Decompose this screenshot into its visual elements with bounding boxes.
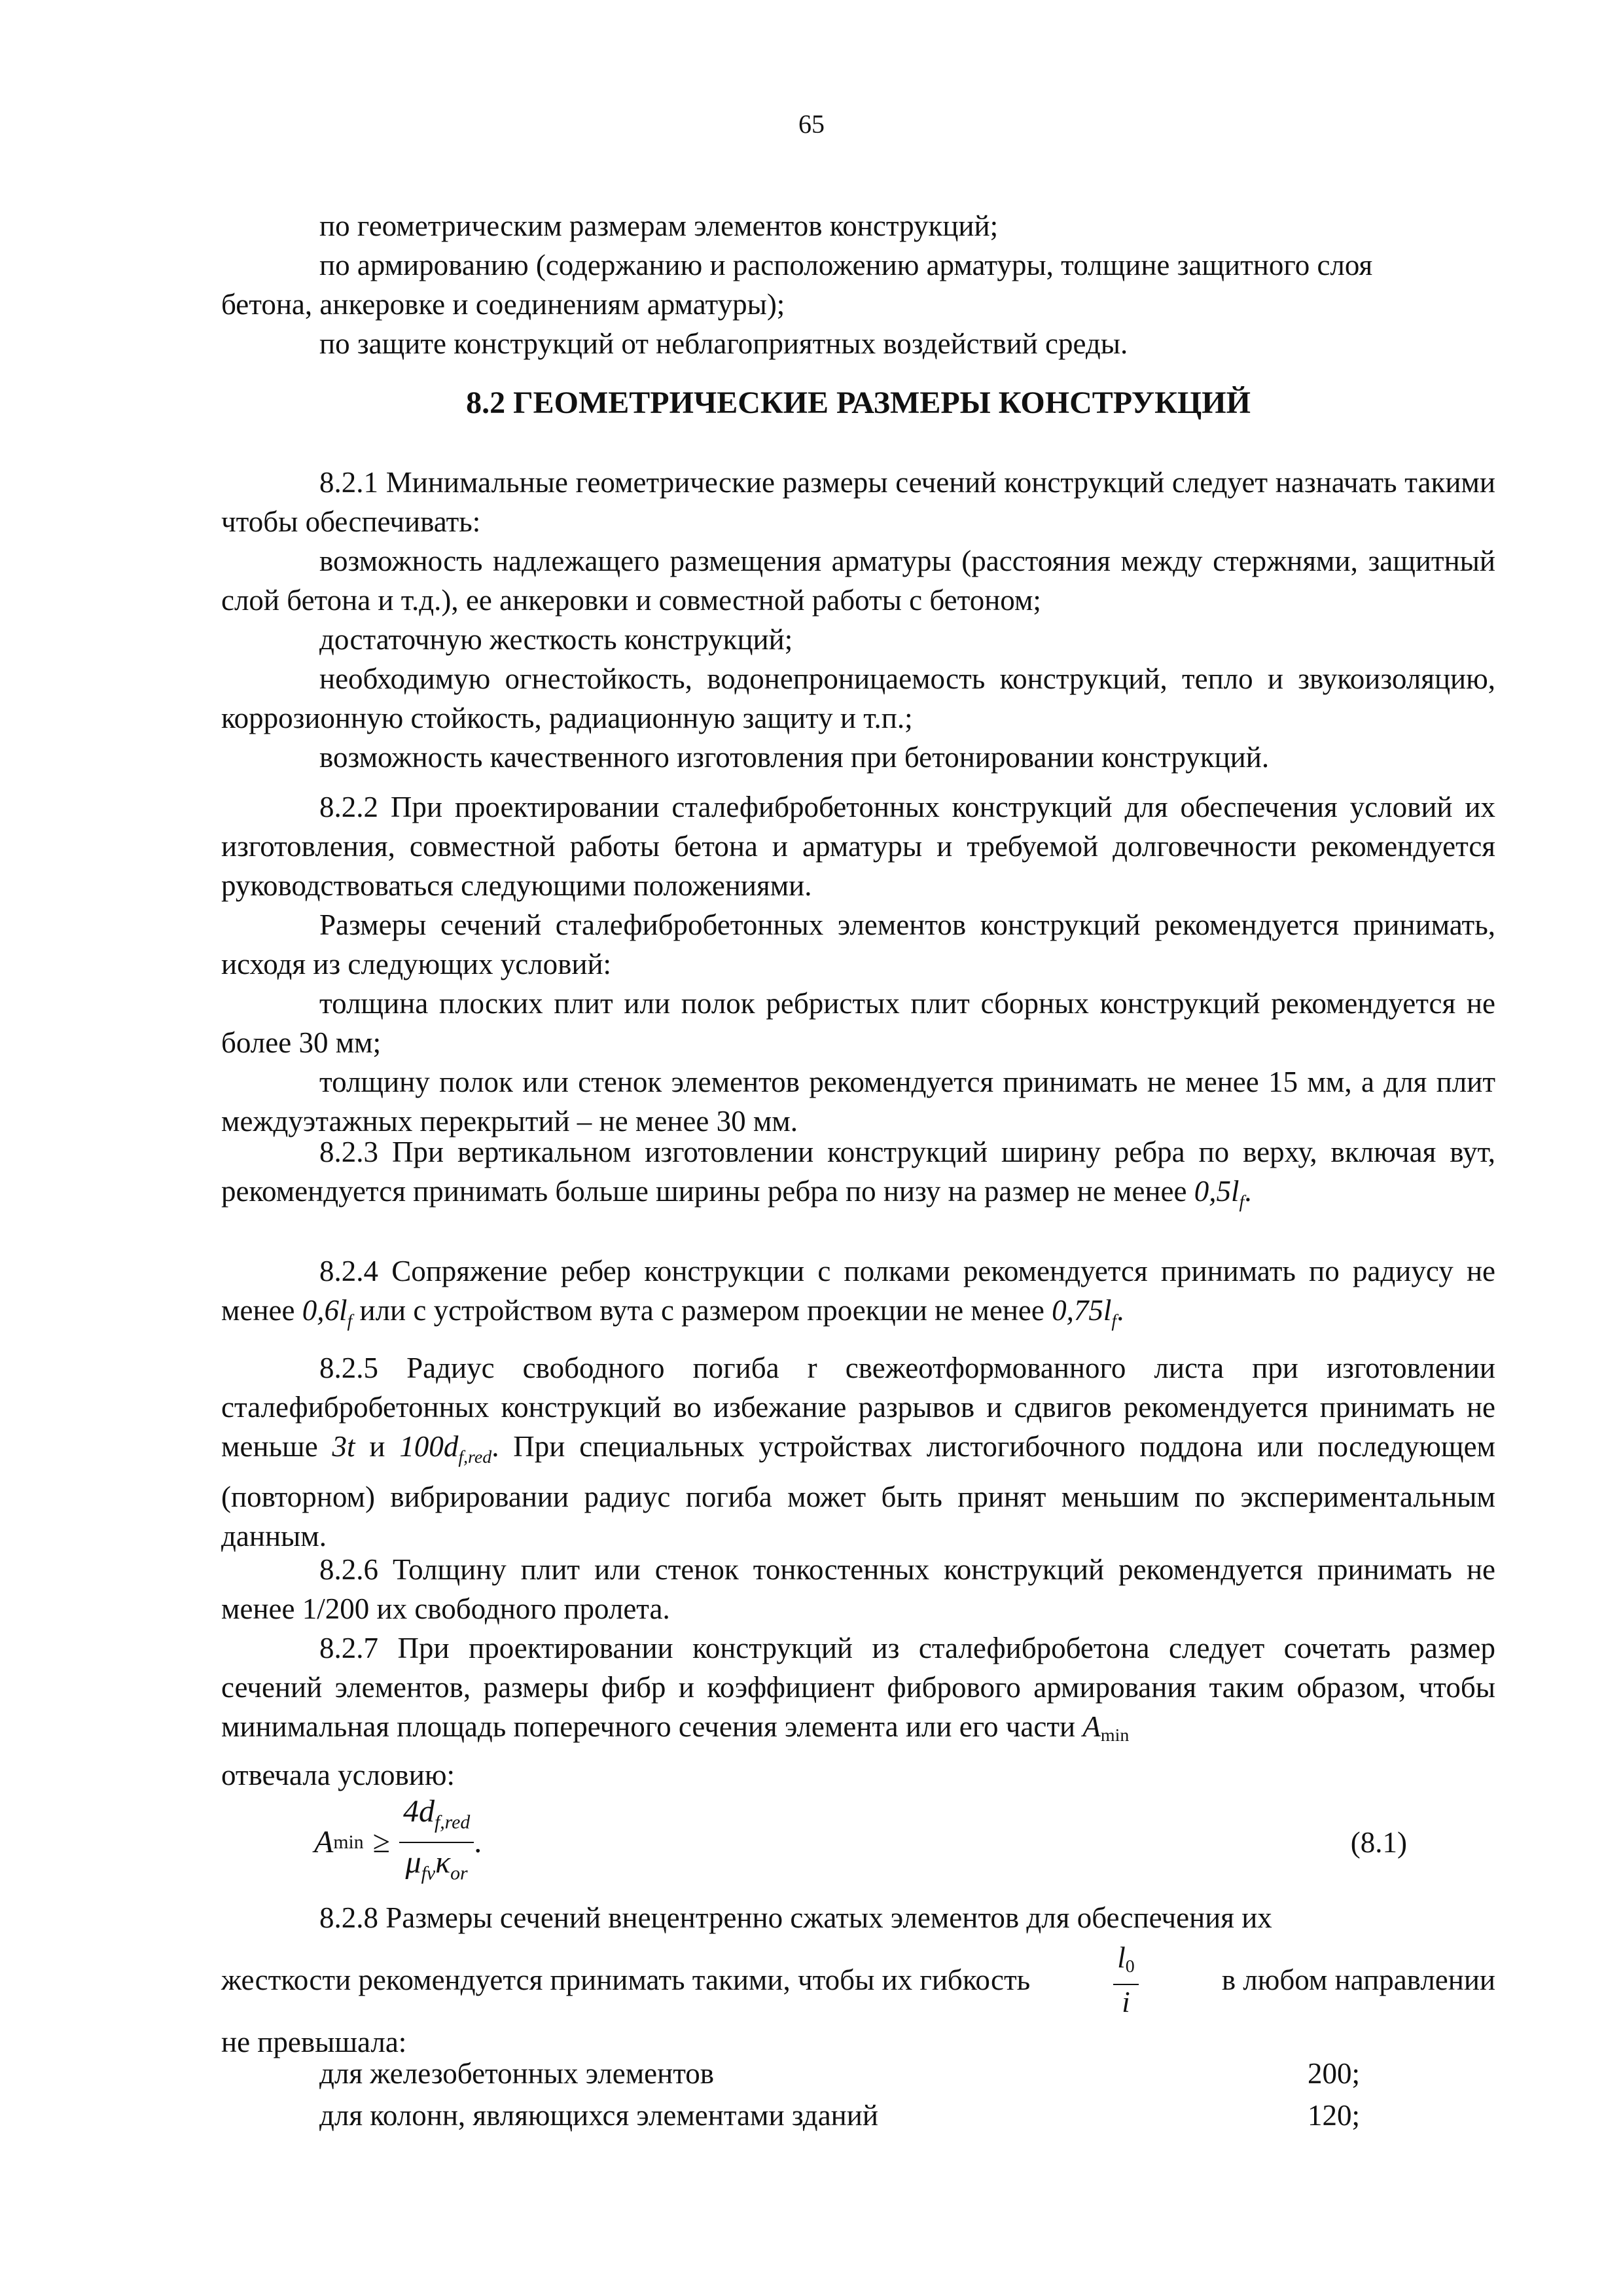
limits-list	[221, 2054, 1495, 2138]
intro-item: по защите конструкций от неблагоприятных воздействий среды.	[319, 327, 1128, 360]
formula-subscript: f,red	[458, 1446, 492, 1467]
clause-bullet: возможность качественного изготовления при бетонировании конструкций.	[319, 741, 1270, 774]
clause-body: 8.2.7 При проектировании конструкций из сталефибробетона следует сочетать размер сечений элементов, размеры фибр и коэффициент фибрового армирования таким образом, чтобы минимальная площадь поперечного сечения элемента или его части	[221, 1632, 1495, 1743]
clause-8-2-1	[221, 463, 1495, 777]
formula-value: 0,6l	[302, 1294, 348, 1327]
clause-bullet: достаточную жесткость конструкций;	[319, 623, 793, 656]
clause-bullet: возможность надлежащего размещения арматуры (расстояния между стержнями, защитный слой бетона и т.д.), ее анкеровки и совместной работы с бетоном;	[221, 545, 1495, 617]
clause-text: 8.2.6 Толщину плит или стенок тонкостенных конструкций рекомендуется принимать не менее 1/200 их свободного пролета.	[221, 1553, 1495, 1625]
slenderness-fraction	[1113, 1941, 1138, 2019]
intro-list	[221, 206, 1495, 363]
formula-symbol: μ	[405, 1845, 421, 1880]
formula-fraction	[399, 1792, 474, 1893]
formula-subscript: f	[347, 1310, 353, 1331]
formula-subscript: min	[1100, 1725, 1130, 1746]
formula-expression	[314, 1792, 482, 1893]
formula-value: 4d	[402, 1793, 435, 1829]
formula-denominator: i	[1122, 1985, 1130, 2018]
clause-text: 8.2.2 При проектировании сталефибробетонных конструкций для обеспечения условий их изготовления, совместной работы бетона и арматуры и требуемой долговечности рекомендуется руководствоваться следующими положениями.	[221, 791, 1495, 902]
formula-inline	[1052, 1294, 1117, 1331]
intro-item-text: по армированию (содержанию и расположению арматуры, толщине защитного слоя	[319, 249, 1373, 281]
clause-text: 8.2.1 Минимальные геометрические размеры сечений конструкций следует назначать такими чтобы обеспечивать:	[221, 466, 1495, 538]
clause-text	[221, 1132, 1495, 1222]
clause-text: отвечала условию:	[221, 1758, 455, 1791]
formula-inline	[302, 1294, 353, 1331]
formula-subscript: min	[333, 1831, 364, 1853]
formula-subscript: f	[1111, 1310, 1117, 1331]
clause-body: или с устройством вута с размером проекции не менее	[359, 1294, 1044, 1327]
intro-item	[221, 245, 1495, 285]
formula-value: l	[1117, 1941, 1126, 1975]
formula-subscript: f,red	[434, 1811, 471, 1833]
formula-denominator	[399, 1843, 474, 1893]
formula-symbol: A	[1082, 1710, 1101, 1743]
clause-text	[221, 1251, 1495, 1341]
formula-subscript: f	[1239, 1191, 1245, 1212]
clause-text: Размеры сечений сталефибробетонных элементов конструкций рекомендуется принимать, исходя из следующих условий:	[221, 908, 1495, 980]
intro-item: по геометрическим размерам элементов конструкций;	[319, 209, 999, 242]
formula-8-1	[314, 1784, 1525, 1901]
formula-number: (8.1)	[1350, 1826, 1407, 1859]
formula-numerator	[1113, 1941, 1138, 1985]
clause-bullet: необходимую огнестойкость, водонепроницаемость конструкций, тепло и звукоизоляцию, коррозионную стойкость, радиационную защиту и т.п.;	[221, 662, 1495, 734]
clause-text: толщину полок или стенок элементов рекомендуется принимать не менее 15 мм, а для плит междуэтажных перекрытий – не менее 30 мм.	[221, 1066, 1495, 1138]
clause-8-2-4	[221, 1251, 1495, 1341]
punct: .	[474, 1825, 482, 1859]
limits-value: 200;	[1308, 2057, 1361, 2090]
clause-text-line	[221, 1937, 1495, 2022]
clause-text: толщина плоских плит или полок ребристых плит сборных конструкций рекомендуется не более 30 мм;	[221, 987, 1495, 1059]
formula-inline	[1194, 1175, 1245, 1212]
clause-body: . При специальных устройствах листогибочного поддона или последующем (повторном) вибрировании радиус погиба может быть принят меньшим по экспериментальным данным.	[221, 1430, 1496, 1552]
clause-body: жесткости рекомендуется принимать такими, чтобы их гибкость	[221, 1964, 1031, 1996]
formula-inline	[399, 1430, 492, 1467]
formula-operator: ≥	[372, 1825, 390, 1859]
clause-8-2-5	[221, 1348, 1495, 1556]
punct: .	[1244, 1175, 1252, 1208]
clause-8-2-6	[221, 1550, 1495, 1628]
intro-item-continuation: бетона, анкеровке и соединениям арматуры);	[221, 288, 785, 321]
formula-numerator	[399, 1792, 474, 1843]
clause-text	[221, 1348, 1495, 1556]
limits-row	[221, 2096, 1495, 2138]
clause-8-2-3	[221, 1132, 1495, 1222]
punct: .	[1116, 1294, 1124, 1327]
limits-row	[221, 2054, 1495, 2096]
formula-value: 0,75l	[1052, 1294, 1112, 1327]
clause-8-2-8	[221, 1898, 1495, 2062]
clause-body: 8.2.4 Сопряжение ребер конструкции с полками рекомендуется принимать по радиусу не менее	[221, 1255, 1495, 1327]
formula-subscript: or	[450, 1862, 468, 1884]
formula-inline	[1082, 1710, 1130, 1746]
section-heading: 8.2 ГЕОМЕТРИЧЕСКИЕ РАЗМЕРЫ КОНСТРУКЦИЙ	[466, 386, 1251, 420]
clause-text: 8.2.8 Размеры сечений внецентренно сжатых элементов для обеспечения их	[319, 1901, 1272, 1934]
formula-subscript: 0	[1125, 1956, 1135, 1977]
limits-label: для колонн, являющихся элементами зданий	[319, 2099, 878, 2132]
clause-text	[221, 1628, 1495, 1755]
clause-body: в любом направлении	[1221, 1964, 1495, 1996]
page-number: 65	[798, 109, 825, 139]
formula-symbol: κ	[435, 1845, 451, 1880]
formula-value: 100d	[399, 1430, 459, 1463]
clause-body: 8.2.3 При вертикальном изготовлении конструкций ширину ребра по верху, включая вут, рекомендуется принимать больше ширины ребра по низу на размер не менее	[221, 1136, 1495, 1208]
clause-text: не превышала:	[221, 2026, 407, 2058]
formula-value: 3t	[332, 1430, 355, 1463]
limits-value: 120;	[1308, 2099, 1361, 2132]
formula-subscript: fv	[421, 1862, 436, 1884]
clause-body: и	[369, 1430, 385, 1463]
clause-body: 8.2.5 Радиус свободного погиба r свежеотформованного листа при изготовлении сталефибробетонных конструкций во избежание разрывов и сдвигов рекомендуется принимать не меньше	[221, 1352, 1495, 1463]
formula-lhs: A	[314, 1825, 334, 1859]
formula-value: 0,5l	[1194, 1175, 1240, 1208]
clause-8-2-7	[221, 1628, 1495, 1795]
clause-8-2-2	[221, 787, 1495, 1141]
limits-label: для железобетонных элементов	[319, 2057, 715, 2090]
